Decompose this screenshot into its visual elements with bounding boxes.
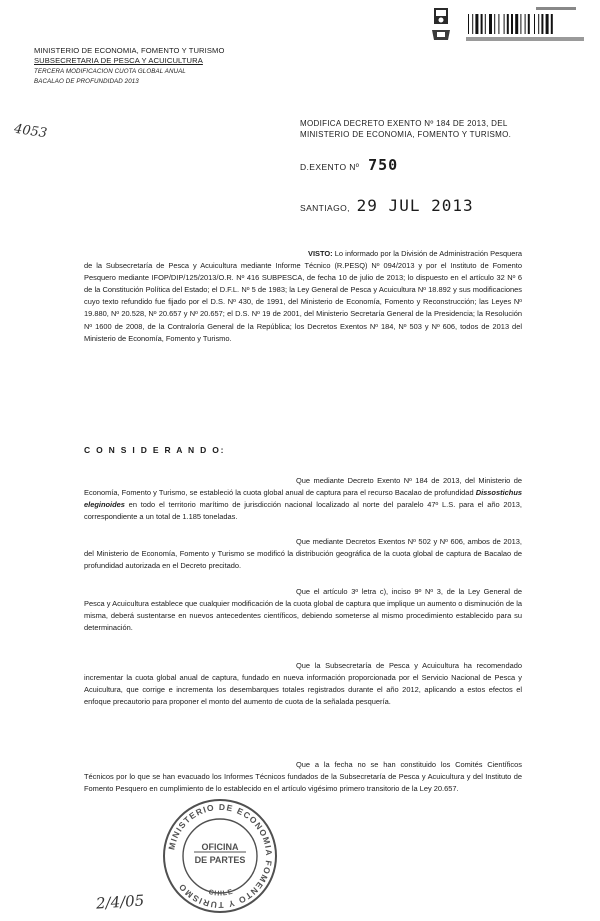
visto-paragraph <box>84 248 522 345</box>
considerando-3 <box>84 586 522 634</box>
header-subsecretaria: SUBSECRETARIA DE PESCA Y ACUICULTURA <box>34 55 203 65</box>
date-stamp: 29 JUL 2013 <box>356 196 474 215</box>
barcode-bar <box>525 14 526 34</box>
stamp-center-line-2: DE PARTES <box>194 855 246 865</box>
stamp-center-line-1: OFICINA <box>201 842 239 852</box>
header-reference-2: BACALAO DE PROFUNDIDAD 2013 <box>34 77 139 85</box>
visto-text: Lo informado por la División de Administración Pesquera de la Subsecretaría de Pesca y Acuicultura mediante Informe Técnico (R.PESQ) Nº 094/2013 y por el Instituto de Fomento Pesquero mediante IFOP/DIP/125/2013/O.R. Nº 416 SUBPESCA, de fecha 10 de julio de 2013; lo dispuesto en el artículo 32 Nº 6 de la Constitución Política del Estado; el D.F.L. Nº 5 de 1983; la Ley General de Pesca y Acuicultura Nº 18.892 y sus modificaciones cuyo texto refundido fue fijado por el D.S. Nº 430, de 1991, del Ministerio de Economía, Fomento y Reconstrucción; las Leyes Nº 19.880, Nº 20.528, Nº 20.657 y Nº 20.657; el D.S. Nº 19 de 2001, del Ministerio Secretaría General de la Presidencia; la Resolución Nº 1600 de 2008, de la Contraloría General de la República; los Decretos Exentos Nº 184, Nº 503 y Nº 606, todos de 2013 del Ministerio de Economía, Fomento y Turismo. <box>84 249 522 343</box>
decree-subject <box>300 118 511 140</box>
header-reference: TERCERA MODIFICACION CUOTA GLOBAL ANUAL <box>34 68 186 75</box>
barcode-bar <box>511 14 513 34</box>
decree-number: 750 <box>368 156 399 174</box>
svg-text:CHILE <box>208 888 235 897</box>
header-ministry: MINISTERIO DE ECONOMIA, FOMENTO Y TURISMO <box>34 46 225 55</box>
barcode-bar <box>528 14 530 34</box>
barcode-bar <box>498 14 499 34</box>
subject-line-2: MINISTERIO DE ECONOMIA, FOMENTO Y TURISMO. <box>300 130 512 139</box>
considerando-2 <box>84 536 522 572</box>
handwritten-margin-number: 4053 <box>13 121 48 142</box>
subject-line-1: MODIFICA DECRETO EXENTO Nº 184 DE 2013, DEL <box>300 119 508 128</box>
handwritten-bottom-note: 2/4/05 <box>95 891 145 913</box>
p1-text-a: Que mediante Decreto Exento Nº 184 de 2013, del Ministerio de Economía, Fomento y Turismo, se estableció la cuota global anual de captura para el recurso Bacalao de profundidad <box>84 476 522 498</box>
visto-section <box>84 248 522 345</box>
barcode-bar <box>541 14 543 34</box>
barcode-label <box>466 6 586 46</box>
ministry-header <box>34 46 224 86</box>
barcode-bar <box>520 14 521 34</box>
crest-icon <box>430 6 452 44</box>
considerando-paragraph-3: Que el artículo 3º letra c), inciso 9º Nº 3, de la Ley General de Pesca y Acuicultura establece que cualquier modificación de la cuota global de captura que implique un aumento o disminución de la misma, deberá sustentarse en nuevos antecedentes científicos, debiendo someterse al mismo procedimiento establecido para su determinación. <box>84 587 522 633</box>
barcode-bar <box>538 14 539 34</box>
considerando-paragraph-5: Que a la fecha no se han constituido los Comités Científicos Técnicos por lo que se han evacuado los Informes Técnicos fundados de la Subsecretaría de Pesca y Acuicultura y del Instituto de Fomento Pesquero en cumplimiento de lo establecido en el artículo vigésimo primero transitorio de la Ley 20.657. <box>84 760 522 794</box>
barcode-bar <box>481 14 483 34</box>
decree-number-block <box>300 156 398 174</box>
oficina-de-partes-stamp <box>160 796 280 916</box>
barcode-bar <box>515 14 518 34</box>
date-place: SANTIAGO, <box>300 203 350 213</box>
considerando-5 <box>84 759 522 795</box>
barcode-bar <box>546 14 549 34</box>
considerando-paragraph-4: Que la Subsecretaría de Pesca y Acuicultura ha recomendado incrementar la cuota global anual de captura, fundado en nueva información proporcionada por el Servicio Nacional de Pesca y Acuicultura, que corrige e incrementa los desembarques totales registrados durante el año 2012, aplicando a estos efectos el enfoque precautorio para proponer el monto del aumento de cuota de la señalada pesquería. <box>84 661 522 707</box>
decree-label: D.EXENTO Nº <box>300 162 360 172</box>
barcode-bar <box>494 14 495 34</box>
barcode-bar <box>489 14 492 34</box>
p1-text-b: en todo el territorio marítimo de jurisdicción nacional localizado al norte del paralelo 47º L.S. para el año 2013, correspondiente a un total de 1.185 toneladas. <box>84 500 522 522</box>
barcode-bar <box>468 14 469 34</box>
barcode-bar <box>507 14 509 34</box>
considerando-4 <box>84 660 522 708</box>
barcode-bar <box>475 14 478 34</box>
decree-date-block <box>300 196 474 215</box>
considerando-1 <box>84 475 522 523</box>
barcode-bar <box>534 14 535 34</box>
considerando-paragraph-1 <box>84 475 522 523</box>
barcode-bar <box>551 14 553 34</box>
considerando-paragraph-2: Que mediante Decretos Exentos Nº 502 y Nº 606, ambos de 2013, del Ministerio de Economía, Fomento y Turismo se modificó la distribución geográfica de la cuota global de captura de Bacalao de profundidad autorizada en el Decreto precitado. <box>84 537 522 571</box>
barcode-bar <box>485 14 486 34</box>
stamp-bottom-text: CHILE <box>207 888 235 898</box>
stamp-ring-text: MINISTERIO DE ECONOMIA FOMENTO Y TURISMO <box>166 801 275 911</box>
barcode-bar <box>504 14 505 34</box>
visto-label: VISTO: <box>308 249 333 258</box>
considerando-heading: C O N S I D E R A N D O: <box>84 445 226 455</box>
barcode-bar <box>472 14 473 34</box>
species-name: Dissostichus eleginoides <box>84 488 522 510</box>
